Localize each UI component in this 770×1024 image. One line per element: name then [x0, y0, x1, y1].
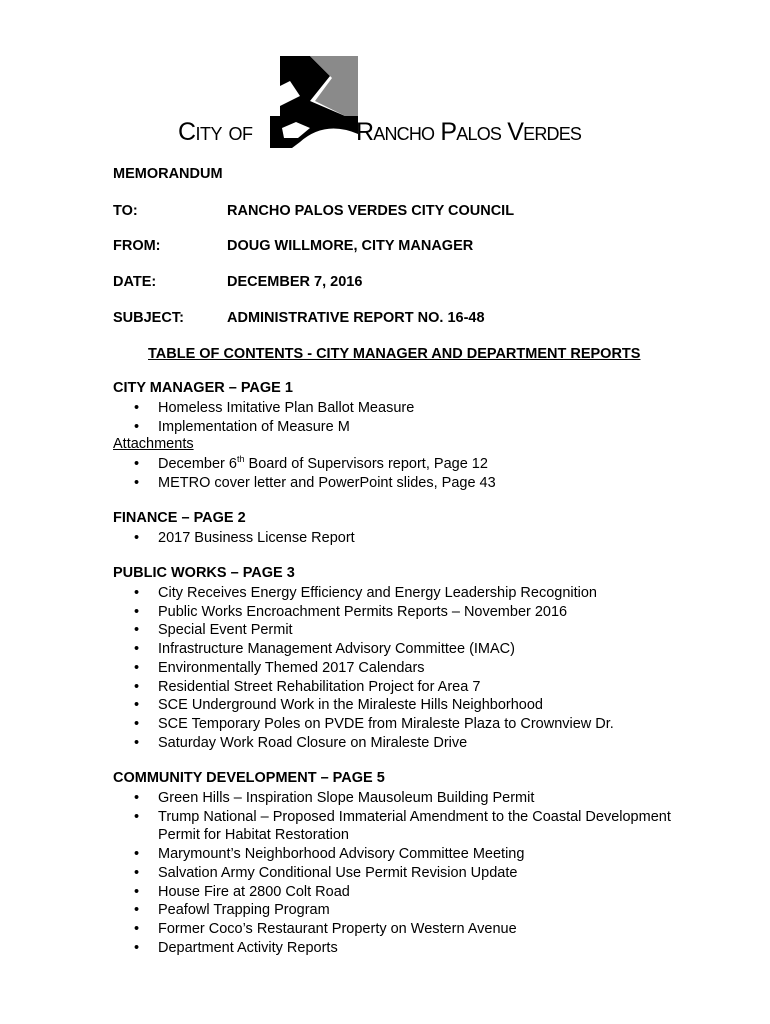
list-item: • December 6th Board of Supervisors report, Page 12	[113, 455, 713, 474]
toc-title: TABLE OF CONTENTS - CITY MANAGER AND DEPARTMENT REPORTS	[148, 346, 641, 362]
section-title-public-works: PUBLIC WORKS – PAGE 3	[113, 565, 295, 581]
list-item: • Residential Street Rehabilitation Project for Area 7	[113, 678, 713, 697]
finance-list	[113, 529, 713, 548]
list-item: • Special Event Permit	[113, 621, 713, 640]
list-item: • City Receives Energy Efficiency and Energy Leadership Recognition	[113, 584, 713, 603]
list-item: • House Fire at 2800 Colt Road	[113, 883, 713, 902]
list-item: • Former Coco’s Restaurant Property on Western Avenue	[113, 920, 713, 939]
list-item: • METRO cover letter and PowerPoint slides, Page 43	[113, 474, 713, 493]
attachments-label: Attachments	[113, 436, 194, 452]
to-label: TO:	[113, 203, 138, 219]
list-item: • Infrastructure Management Advisory Committee (IMAC)	[113, 640, 713, 659]
public-works-list	[113, 584, 713, 752]
list-item: • SCE Underground Work in the Miraleste Hills Neighborhood	[113, 696, 713, 715]
list-item: • SCE Temporary Poles on PVDE from Miraleste Plaza to Crownview Dr.	[113, 715, 713, 734]
list-item: • Green Hills – Inspiration Slope Mausoleum Building Permit	[113, 789, 713, 808]
list-item: • Public Works Encroachment Permits Reports – November 2016	[113, 603, 713, 622]
section-title-finance: FINANCE – PAGE 2	[113, 510, 246, 526]
list-item: • Saturday Work Road Closure on Miraleste Drive	[113, 734, 713, 753]
rpv-emblem-icon	[270, 56, 358, 148]
date-value: DECEMBER 7, 2016	[227, 274, 363, 290]
list-item: • Environmentally Themed 2017 Calendars	[113, 659, 713, 678]
list-item: • Homeless Imitative Plan Ballot Measure	[113, 399, 713, 418]
from-value: DOUG WILLMORE, CITY MANAGER	[227, 238, 474, 254]
city-manager-list	[113, 399, 713, 436]
to-value: RANCHO PALOS VERDES CITY COUNCIL	[227, 203, 515, 219]
date-label: DATE:	[113, 274, 157, 290]
list-item: • Implementation of Measure M	[113, 418, 713, 437]
logo-text-left: City of	[178, 118, 253, 146]
list-item: • Marymount’s Neighborhood Advisory Committee Meeting	[113, 845, 713, 864]
list-item: • Trump National – Proposed Immaterial Amendment to the Coastal Development Permit for Habitat Restoration	[113, 808, 713, 845]
list-item: • Department Activity Reports	[113, 939, 713, 958]
attachments-list	[113, 455, 713, 492]
section-title-city-manager: CITY MANAGER – PAGE 1	[113, 380, 293, 396]
community-development-list	[113, 789, 713, 957]
subject-label: SUBJECT:	[113, 310, 184, 326]
section-title-community-development: COMMUNITY DEVELOPMENT – PAGE 5	[113, 770, 385, 786]
list-item: • 2017 Business License Report	[113, 529, 713, 548]
list-item: • Peafowl Trapping Program	[113, 901, 713, 920]
memo-title: MEMORANDUM	[113, 166, 223, 182]
subject-value: ADMINISTRATIVE REPORT NO. 16-48	[227, 310, 485, 326]
list-item: • Salvation Army Conditional Use Permit Revision Update	[113, 864, 713, 883]
city-logo	[178, 56, 608, 148]
logo-text-right: Rancho Palos Verdes	[356, 118, 582, 146]
from-label: FROM:	[113, 238, 161, 254]
